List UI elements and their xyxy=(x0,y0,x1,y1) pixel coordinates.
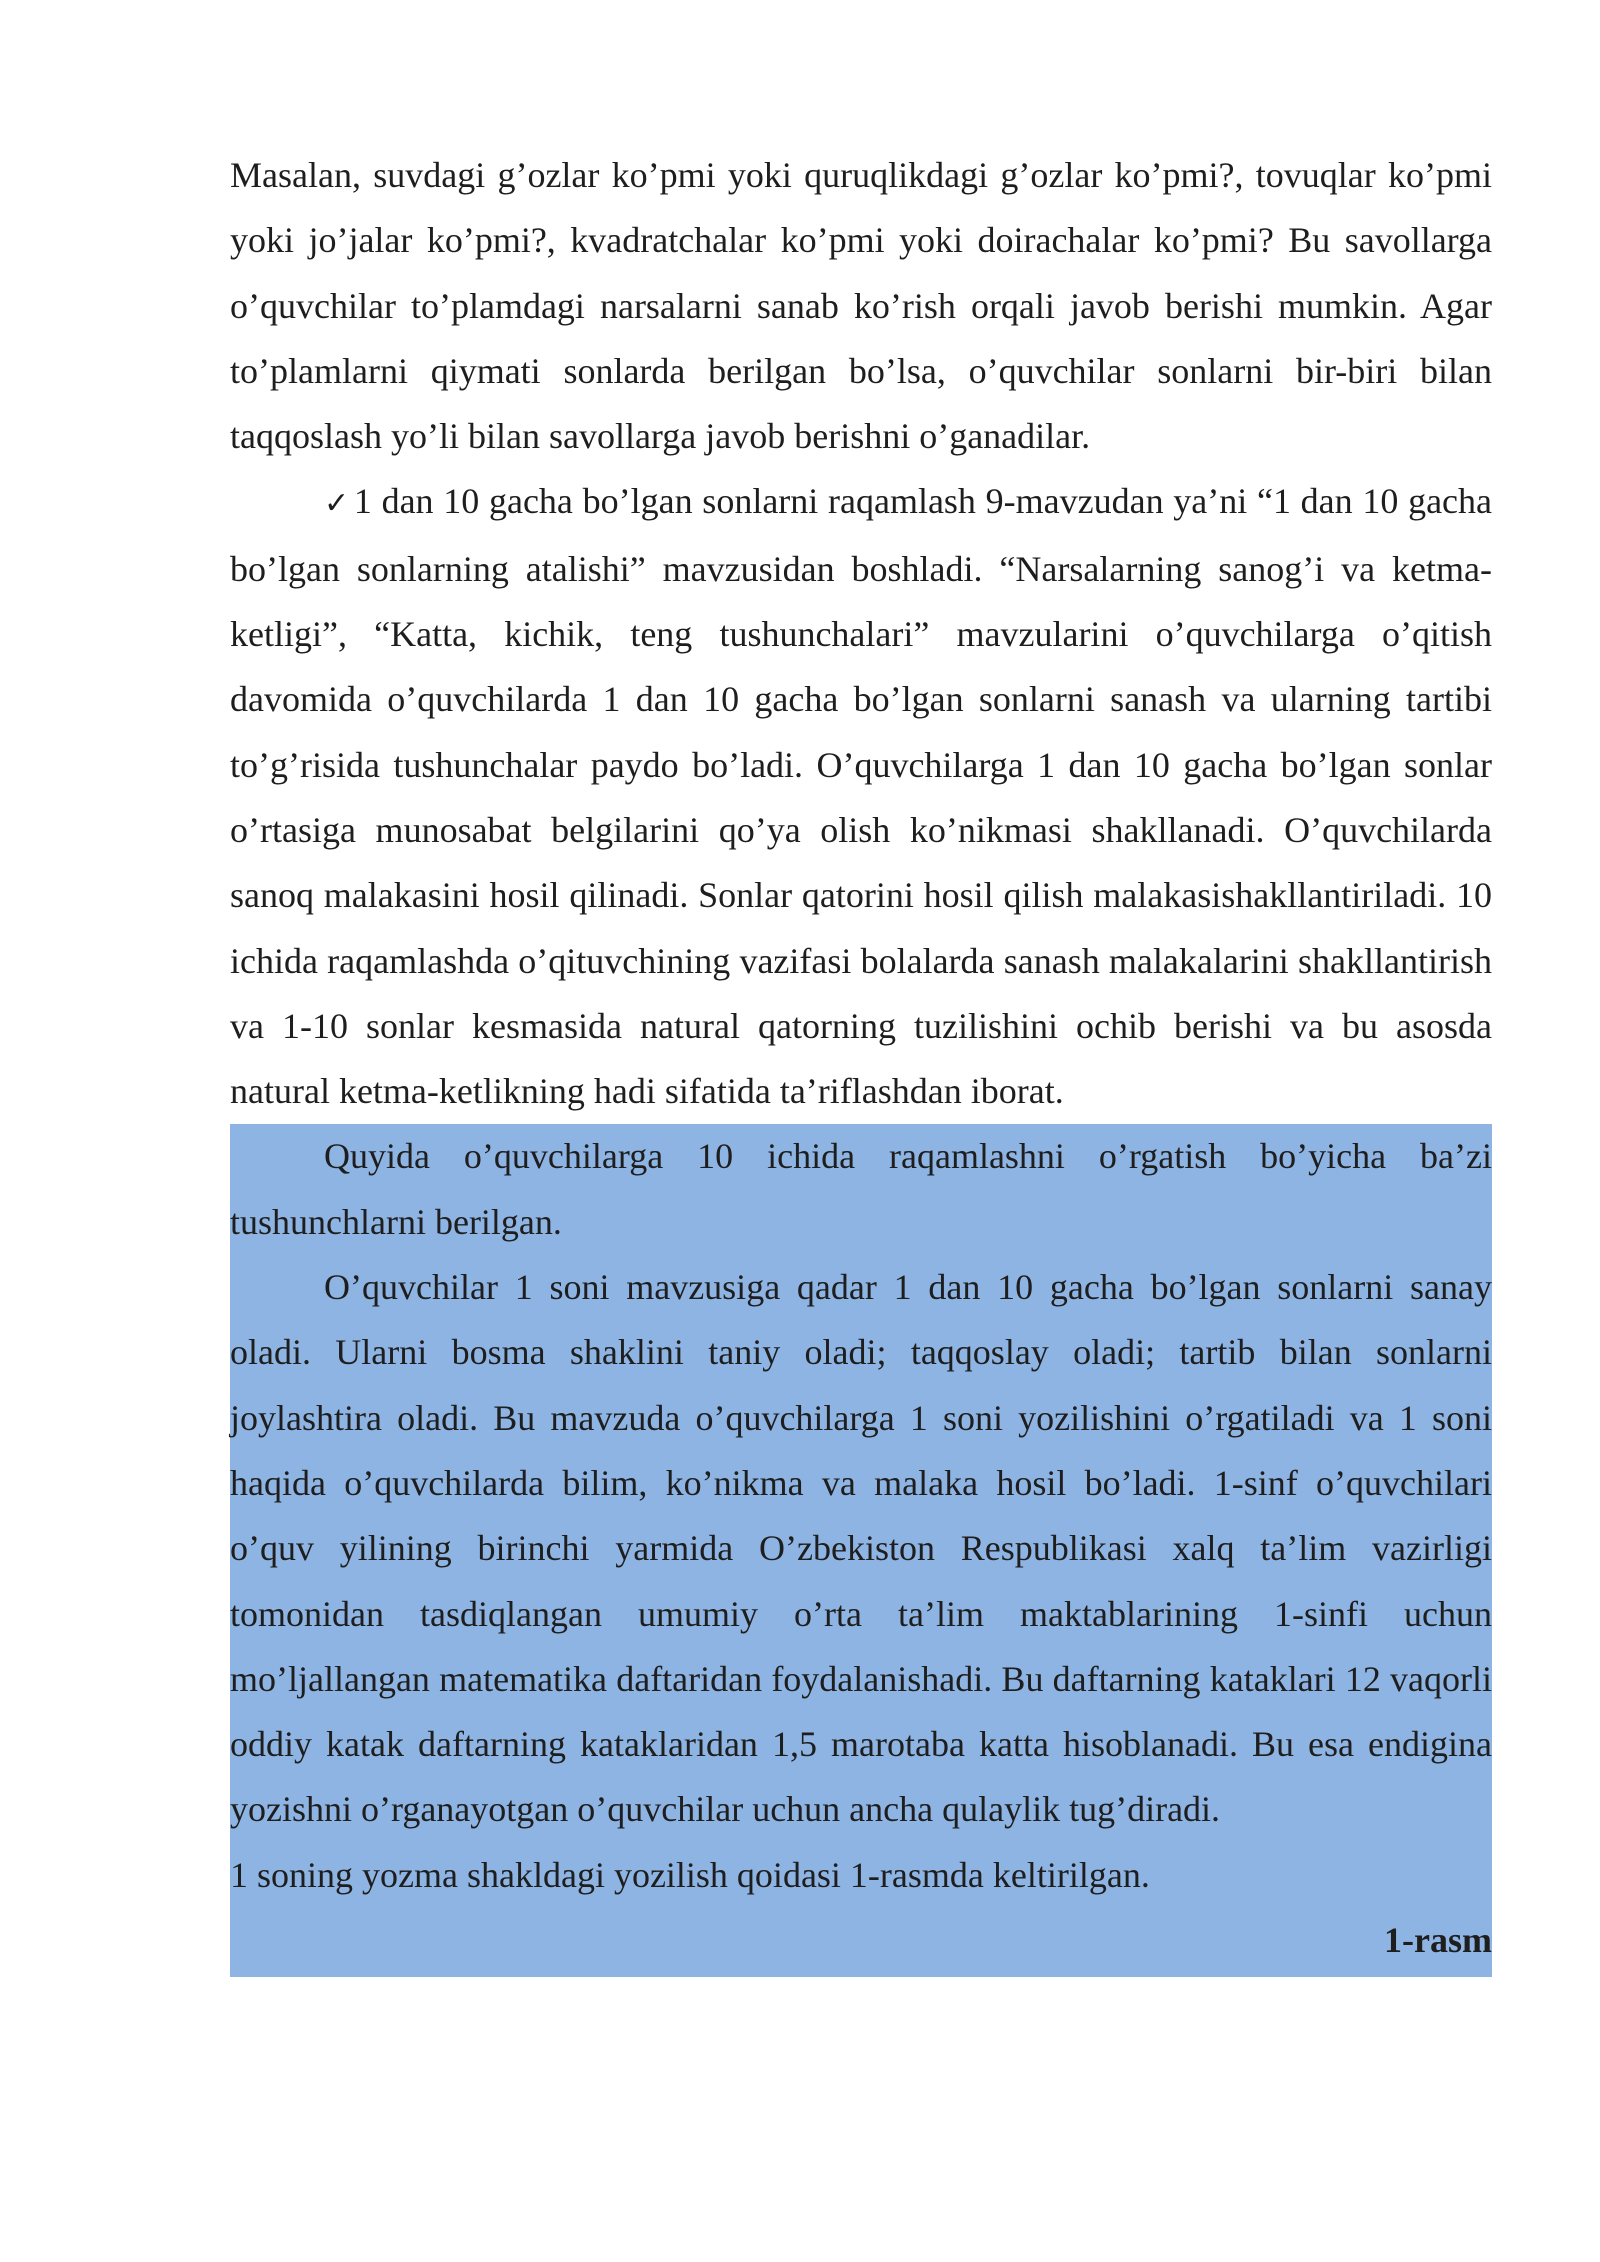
figure-caption: 1-rasm xyxy=(1384,1920,1492,1961)
paragraph-concepts-intro: Quyida o’quvchilarga 10 ichida raqamlashni o’rgatish bo’yicha ba’zi tushunchlarni berilgan. xyxy=(230,1136,1492,1242)
paragraph-numbering-text: 1 dan 10 gacha bo’lgan sonlarni raqamlash 9-mavzudan ya’ni “1 dan 10 gacha bo’lgan sonlarning atalishi” mavzusidan boshladi. “Narsalarning sanog’i va ketma-ketligi”, “Katta, kichik, teng tushunchalari” mavzularini o’quvchilarga o’qitish davomida o’quvchilarda 1 dan 10 gacha bo’lgan sonlarni sanash va ularning tartibi to’g’risida tushunchalar paydo bo’ladi. O’quvchilarga 1 dan 10 gacha bo’lgan sonlar o’rtasiga munosabat belgilarini qo’ya olish ko’nikmasi shakllanadi. O’quvchilarda sanoq malakasini hosil qilinadi. Sonlar qatorini hosil qilish malakasishakllantiriladi. 10 ichida raqamlashda o’qituvchining vazifasi bolalarda sanash malakalarini shakllantirish va 1-10 sonlar kesmasida natural qatorning tuzilishini ochib berishi va bu asosda natural ketma-ketlikning hadi sifatida ta’riflashdan iborat. xyxy=(230,481,1493,1112)
document-body xyxy=(230,143,1492,1977)
checkmark-icon: ✓ xyxy=(324,486,350,522)
paragraph-number-one-topic: O’quvchilar 1 soni mavzusiga qadar 1 dan 10 gacha bo’lgan sonlarni sanay oladi. Ularni bosma shaklini taniy oladi; taqqoslay oladi; tartib bilan sonlarni joylashtira oladi. Bu mavzuda o’quvchilarga 1 soni yozilishini o’rgatiladi va 1 soni haqida o’quvchilarda bilim, ko’nikma va malaka hosil bo’ladi. 1-sinf o’quvchilari o’quv yilining birinchi yarmida O’zbekiston Respublikasi xalq ta’lim vazirligi tomonidan tasdiqlangan umumiy o’rta ta’lim maktablarining 1-sinfi uchun mo’ljallangan matematika daftaridan foydalanishadi. Bu daftarning kataklari 12 vaqorli oddiy katak daftarning kataklaridan 1,5 marotaba katta hisoblanadi. Bu esa endigina yozishni o’rganayotgan o’quvchilar uchun ancha qulaylik tug’diradi. xyxy=(230,1267,1492,1830)
paragraph-comparison-examples: Masalan, suvdagi g’ozlar ko’pmi yoki quruqlikdagi g’ozlar ko’pmi?, tovuqlar ko’pmi yoki jo’jalar ko’pmi?, kvadratchalar ko’pmi yoki doirachalar ko’pmi? Bu savollarga o’quvchilar to’plamdagi narsalarni sanab ko’rish orqali javob berishi mumkin. Agar to’plamlarni qiymati sonlarda berilgan bo’lsa, o’quvchilar sonlarni bir-biri bilan taqqoslash yo’li bilan savollarga javob berishni o’ganadilar. xyxy=(230,155,1492,457)
paragraph-writing-rule: 1 soning yozma shakldagi yozilish qoidasi 1-rasmda keltirilgan. xyxy=(230,1854,1150,1895)
highlighted-section xyxy=(230,1124,1492,1977)
paragraph-numbering-topic xyxy=(230,469,1492,1124)
